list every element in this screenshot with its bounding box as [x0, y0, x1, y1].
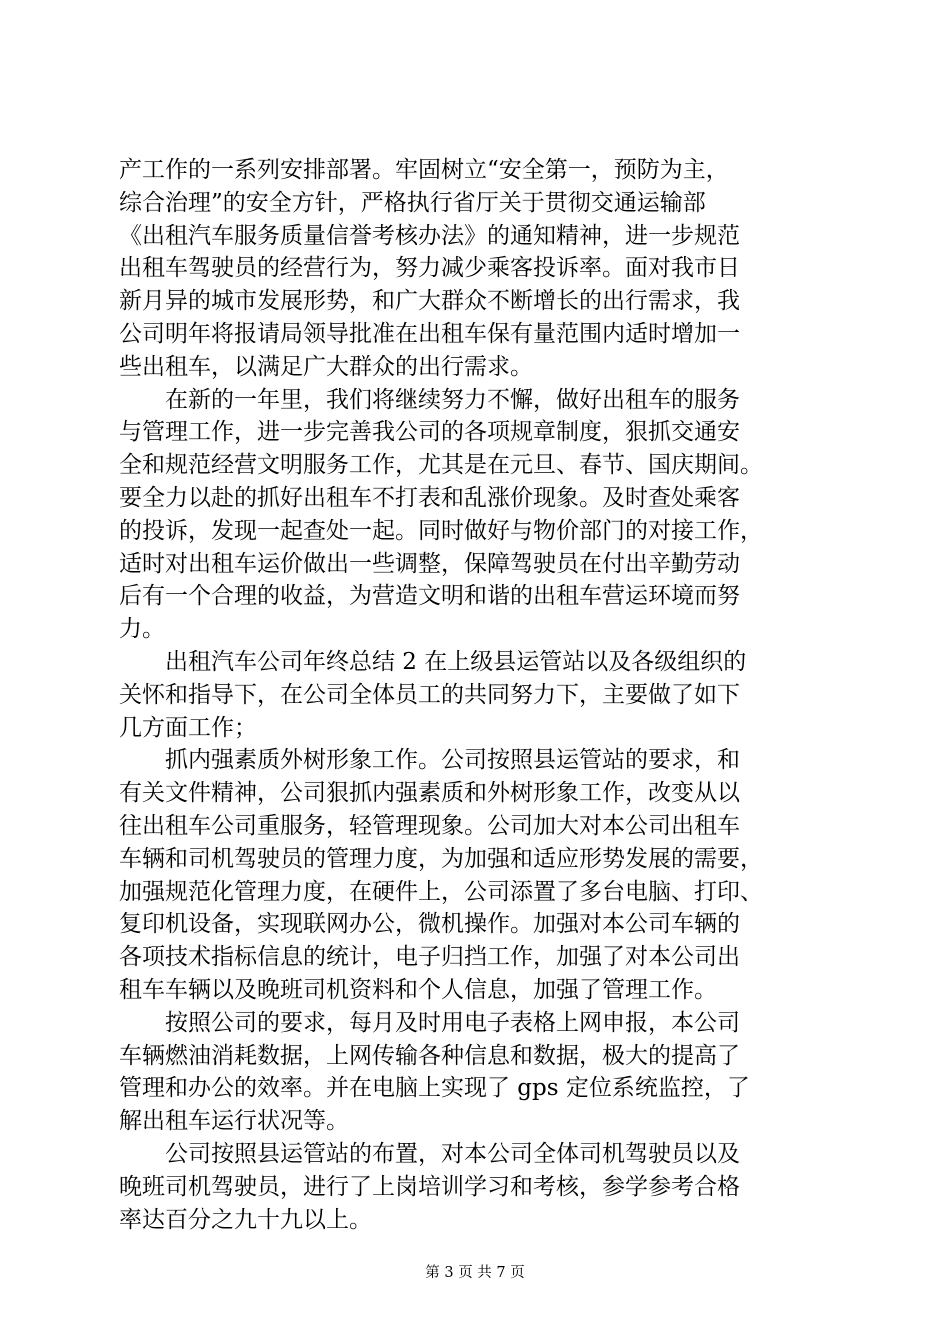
body-line: 各项技术指标信息的统计，电子归挡工作，加强了对本公司出 — [119, 944, 740, 971]
body-line: 租车车辆以及晚班司机资料和个人信息，加强了管理工作。 — [119, 976, 717, 1003]
body-line: 与管理工作，进一步完善我公司的各项规章制度，狠抓交通安 — [119, 419, 740, 446]
body-line: 出租汽车公司年终总结 2 在上级县运管站以及各级组织的 — [119, 648, 747, 675]
body-line: 公司明年将报请局领导批准在出租车保有量范围内适时增加一 — [119, 320, 740, 347]
body-line: 的投诉，发现一起查处一起。同时做好与物价部门的对接工作， — [119, 517, 763, 544]
body-line: 车辆和司机驾驶员的管理力度，为加强和适应形势发展的需要， — [119, 845, 763, 872]
body-line: 车辆燃油消耗数据，上网传输各种信息和数据，极大的提高了 — [119, 1042, 740, 1069]
page-footer — [0, 1263, 950, 1283]
body-line: 力。 — [119, 616, 165, 643]
body-line: 《出租汽车服务质量信誉考核办法》的通知精神，进一步规范 — [119, 222, 740, 249]
body-line: 抓内强素质外树形象工作。公司按照县运管站的要求，和 — [119, 747, 740, 774]
body-line: 按照公司的要求，每月及时用电子表格上网申报，本公司 — [119, 1009, 740, 1036]
body-line: 些出租车，以满足广大群众的出行需求。 — [119, 353, 533, 380]
body-line: 几方面工作； — [119, 714, 257, 741]
body-line: 率达百分之九十九以上。 — [119, 1206, 372, 1233]
document-body — [119, 154, 831, 1236]
body-line: 出租车驾驶员的经营行为，努力减少乘客投诉率。面对我市日 — [119, 255, 740, 282]
body-line: 在新的一年里，我们将继续努力不懈，做好出租车的服务 — [119, 386, 740, 413]
body-line: 适时对出租车运价做出一些调整，保障驾驶员在付出辛勤劳动 — [119, 550, 740, 577]
body-line: 新月异的城市发展形势，和广大群众不断增长的出行需求，我 — [119, 288, 740, 315]
body-line: 管理和办公的效率。并在电脑上实现了 gps 定位系统监控，了 — [119, 1075, 750, 1102]
body-line: 后有一个合理的收益，为营造文明和谐的出租车营运环境而努 — [119, 583, 740, 610]
body-line: 产工作的一系列安排部署。牢固树立“安全第一，预防为主， — [119, 157, 729, 183]
body-line: 晚班司机驾驶员，进行了上岗培训学习和考核，参学参考合格 — [119, 1173, 740, 1200]
body-line: 加强规范化管理力度，在硬件上，公司添置了多台电脑、打印、 — [119, 878, 763, 905]
body-line: 解出租车运行状况等。 — [119, 1108, 349, 1135]
body-line: 复印机设备，实现联网办公，微机操作。加强对本公司车辆的 — [119, 911, 740, 938]
body-line: 全和规范经营文明服务工作，尤其是在元旦、春节、国庆期间。 — [119, 452, 763, 479]
page-number-label: 第 3 页 共 7 页 — [425, 1265, 525, 1281]
body-line: 要全力以赴的抓好出租车不打表和乱涨价现象。及时查处乘客 — [119, 484, 740, 511]
body-line: 综合治理”的安全方针，严格执行省厅关于贯彻交通运输部 — [119, 189, 706, 216]
body-line: 往出租车公司重服务，轻管理现象。公司加大对本公司出租车 — [119, 812, 740, 839]
body-line: 有关文件精神，公司狠抓内强素质和外树形象工作，改变从以 — [119, 780, 740, 807]
body-line: 关怀和指导下，在公司全体员工的共同努力下，主要做了如下 — [119, 681, 740, 708]
body-line: 公司按照县运管站的布置，对本公司全体司机驾驶员以及 — [119, 1140, 740, 1167]
